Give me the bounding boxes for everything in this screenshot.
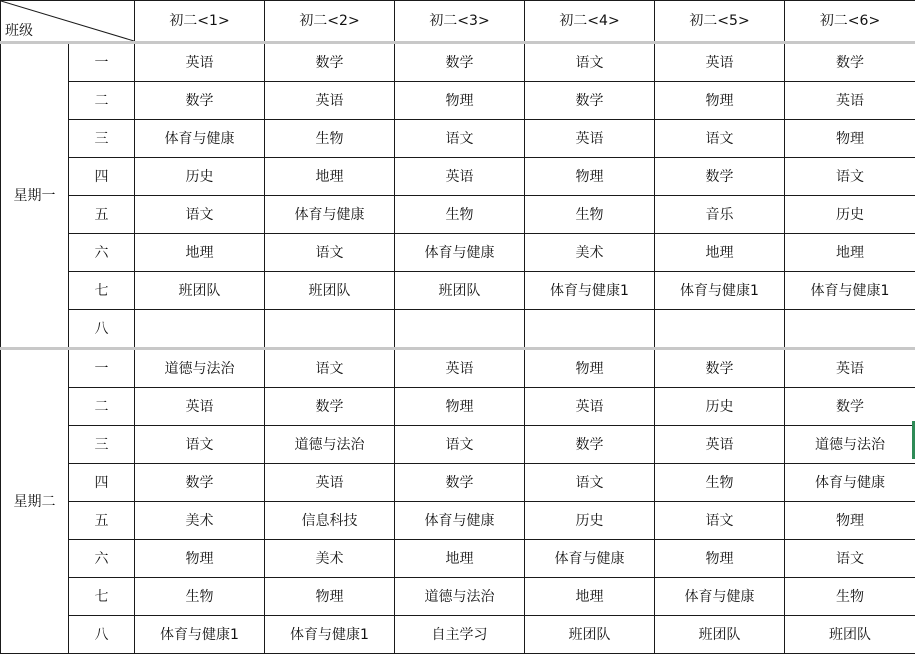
period-label: 三 <box>69 426 135 464</box>
period-label: 六 <box>69 234 135 272</box>
subject-cell[interactable]: 历史 <box>525 502 655 540</box>
subject-cell[interactable]: 语文 <box>265 234 395 272</box>
subject-cell[interactable]: 物理 <box>655 82 785 120</box>
subject-cell[interactable]: 语文 <box>525 43 655 82</box>
subject-cell[interactable]: 英语 <box>395 349 525 388</box>
subject-cell[interactable]: 生物 <box>265 120 395 158</box>
period-label: 四 <box>69 158 135 196</box>
period-label: 七 <box>69 578 135 616</box>
subject-cell[interactable]: 班团队 <box>785 616 915 654</box>
table-row <box>1 349 915 388</box>
class-header: 初二<4> <box>525 1 655 43</box>
table-row <box>1 616 915 654</box>
subject-cell[interactable]: 美术 <box>265 540 395 578</box>
period-label: 五 <box>69 196 135 234</box>
subject-cell[interactable]: 体育与健康 <box>135 120 265 158</box>
subject-cell[interactable]: 物理 <box>265 578 395 616</box>
table-row <box>1 272 915 310</box>
table-row <box>1 502 915 540</box>
subject-cell[interactable]: 数学 <box>525 82 655 120</box>
subject-cell[interactable] <box>785 310 915 349</box>
table-row <box>1 43 915 82</box>
day-label: 星期一 <box>1 43 69 349</box>
header-row <box>1 1 915 43</box>
subject-cell[interactable]: 体育与健康 <box>265 196 395 234</box>
subject-cell[interactable]: 语文 <box>395 426 525 464</box>
subject-cell[interactable]: 生物 <box>135 578 265 616</box>
subject-cell[interactable]: 音乐 <box>655 196 785 234</box>
period-label: 二 <box>69 82 135 120</box>
period-label: 一 <box>69 43 135 82</box>
subject-cell[interactable]: 班团队 <box>265 272 395 310</box>
subject-cell[interactable]: 物理 <box>395 388 525 426</box>
subject-cell[interactable]: 语文 <box>655 120 785 158</box>
subject-cell[interactable]: 班团队 <box>395 272 525 310</box>
subject-cell[interactable]: 数学 <box>785 388 915 426</box>
subject-cell[interactable]: 地理 <box>785 234 915 272</box>
subject-cell[interactable] <box>525 310 655 349</box>
table-row <box>1 196 915 234</box>
subject-cell[interactable]: 数学 <box>265 43 395 82</box>
subject-cell[interactable]: 物理 <box>135 540 265 578</box>
subject-cell[interactable]: 体育与健康1 <box>785 272 915 310</box>
subject-cell[interactable]: 英语 <box>655 43 785 82</box>
day-label: 星期二 <box>1 349 69 654</box>
period-label: 五 <box>69 502 135 540</box>
subject-cell[interactable]: 道德与法治 <box>395 578 525 616</box>
subject-cell[interactable]: 物理 <box>525 158 655 196</box>
corner-cell <box>1 1 135 43</box>
subject-cell[interactable]: 英语 <box>785 82 915 120</box>
table-row <box>1 310 915 349</box>
subject-cell[interactable]: 数学 <box>395 43 525 82</box>
table-row <box>1 388 915 426</box>
subject-cell[interactable]: 体育与健康1 <box>265 616 395 654</box>
subject-cell[interactable]: 地理 <box>395 540 525 578</box>
subject-cell[interactable]: 地理 <box>265 158 395 196</box>
subject-cell[interactable]: 班团队 <box>655 616 785 654</box>
subject-cell[interactable]: 物理 <box>525 349 655 388</box>
table-row <box>1 426 915 464</box>
subject-cell[interactable]: 生物 <box>785 578 915 616</box>
table-row <box>1 234 915 272</box>
subject-cell[interactable]: 数学 <box>395 464 525 502</box>
subject-cell[interactable]: 英语 <box>525 388 655 426</box>
subject-cell[interactable]: 物理 <box>395 82 525 120</box>
subject-cell[interactable]: 英语 <box>525 120 655 158</box>
subject-cell[interactable]: 语文 <box>785 158 915 196</box>
table-row <box>1 158 915 196</box>
subject-cell[interactable]: 生物 <box>655 464 785 502</box>
subject-cell[interactable]: 英语 <box>135 43 265 82</box>
subject-cell[interactable]: 语文 <box>395 120 525 158</box>
subject-cell[interactable]: 历史 <box>785 196 915 234</box>
subject-cell[interactable]: 历史 <box>135 158 265 196</box>
table-row <box>1 578 915 616</box>
period-label: 一 <box>69 349 135 388</box>
subject-cell[interactable]: 历史 <box>655 388 785 426</box>
subject-cell[interactable]: 语文 <box>785 540 915 578</box>
subject-cell[interactable]: 体育与健康 <box>395 234 525 272</box>
class-header: 初二<1> <box>135 1 265 43</box>
subject-cell[interactable]: 英语 <box>265 464 395 502</box>
class-header: 初二<2> <box>265 1 395 43</box>
subject-cell[interactable]: 道德与法治 <box>265 426 395 464</box>
subject-cell[interactable]: 数学 <box>525 426 655 464</box>
period-label: 七 <box>69 272 135 310</box>
subject-cell[interactable]: 生物 <box>525 196 655 234</box>
subject-cell[interactable]: 数学 <box>655 349 785 388</box>
corner-label: 班级 <box>5 23 33 39</box>
subject-cell[interactable]: 信息科技 <box>265 502 395 540</box>
table-row <box>1 82 915 120</box>
period-label: 三 <box>69 120 135 158</box>
subject-cell[interactable] <box>135 310 265 349</box>
subject-cell[interactable] <box>655 310 785 349</box>
class-header: 初二<3> <box>395 1 525 43</box>
period-label: 八 <box>69 310 135 349</box>
subject-cell[interactable]: 数学 <box>265 388 395 426</box>
subject-cell[interactable]: 体育与健康1 <box>525 272 655 310</box>
subject-cell[interactable]: 体育与健康 <box>785 464 915 502</box>
table-row <box>1 540 915 578</box>
subject-cell[interactable]: 班团队 <box>525 616 655 654</box>
subject-cell[interactable]: 数学 <box>135 82 265 120</box>
subject-cell[interactable]: 英语 <box>395 158 525 196</box>
subject-cell[interactable]: 英语 <box>135 388 265 426</box>
subject-cell[interactable]: 体育与健康 <box>655 578 785 616</box>
subject-cell[interactable]: 物理 <box>785 120 915 158</box>
subject-cell[interactable]: 语文 <box>525 464 655 502</box>
subject-cell[interactable]: 语文 <box>135 196 265 234</box>
subject-cell[interactable]: 语文 <box>135 426 265 464</box>
subject-cell[interactable]: 数学 <box>135 464 265 502</box>
subject-cell[interactable]: 体育与健康 <box>395 502 525 540</box>
subject-cell[interactable]: 数学 <box>655 158 785 196</box>
class-header: 初二<5> <box>655 1 785 43</box>
period-label: 四 <box>69 464 135 502</box>
subject-cell[interactable]: 道德与法治 <box>785 426 915 464</box>
subject-cell[interactable] <box>395 310 525 349</box>
subject-cell[interactable]: 英语 <box>655 426 785 464</box>
class-header: 初二<6> <box>785 1 915 43</box>
subject-cell[interactable]: 体育与健康 <box>525 540 655 578</box>
period-label: 六 <box>69 540 135 578</box>
subject-cell[interactable]: 体育与健康1 <box>655 272 785 310</box>
period-label: 八 <box>69 616 135 654</box>
subject-cell[interactable]: 体育与健康1 <box>135 616 265 654</box>
subject-cell[interactable]: 班团队 <box>135 272 265 310</box>
subject-cell[interactable]: 美术 <box>135 502 265 540</box>
table-row <box>1 464 915 502</box>
subject-cell[interactable] <box>265 310 395 349</box>
subject-cell[interactable]: 英语 <box>785 349 915 388</box>
subject-cell[interactable]: 数学 <box>785 43 915 82</box>
subject-cell[interactable]: 英语 <box>265 82 395 120</box>
subject-cell[interactable]: 地理 <box>135 234 265 272</box>
table-row <box>1 120 915 158</box>
subject-cell[interactable]: 道德与法治 <box>135 349 265 388</box>
subject-cell[interactable]: 美术 <box>525 234 655 272</box>
subject-cell[interactable]: 地理 <box>525 578 655 616</box>
subject-cell[interactable]: 物理 <box>655 540 785 578</box>
subject-cell[interactable]: 物理 <box>785 502 915 540</box>
subject-cell[interactable]: 自主学习 <box>395 616 525 654</box>
period-label: 二 <box>69 388 135 426</box>
subject-cell[interactable]: 地理 <box>655 234 785 272</box>
subject-cell[interactable]: 生物 <box>395 196 525 234</box>
subject-cell[interactable]: 语文 <box>265 349 395 388</box>
subject-cell[interactable]: 语文 <box>655 502 785 540</box>
